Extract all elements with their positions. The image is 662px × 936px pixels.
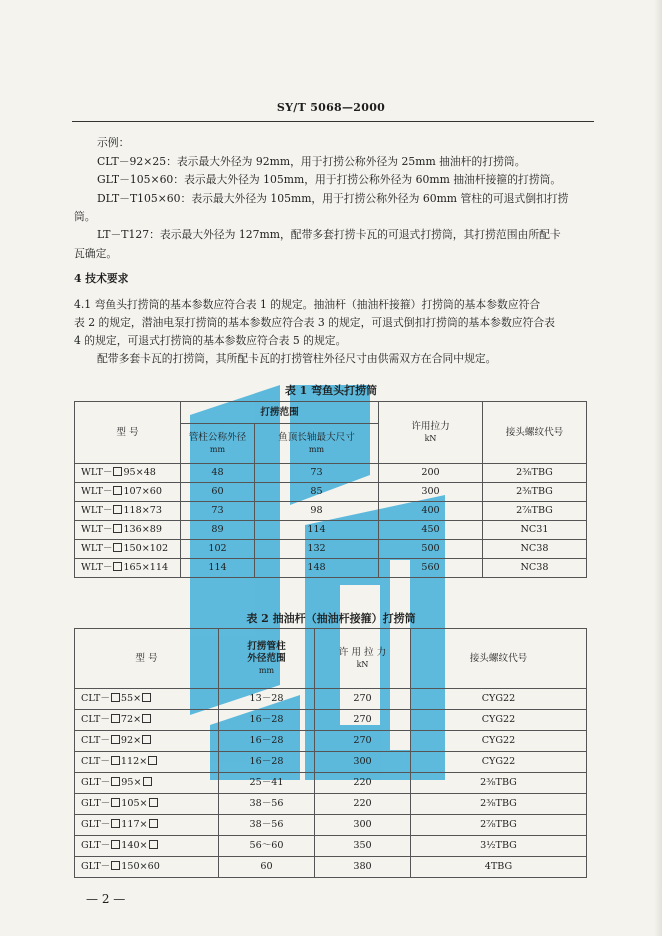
tube-cell: 48 [181,464,255,483]
table1-header-tube-od [181,424,255,464]
model-prefix: GLT－ [81,861,111,872]
load-cell: 450 [379,521,483,540]
table-row [75,836,587,857]
table1-body [75,464,587,578]
table2-header-range [219,629,315,689]
page-number: — 2 — [86,892,126,906]
model-cell [75,752,219,773]
table2-header-range-l1: 打捞管柱 [247,640,286,652]
load-cell: 220 [315,773,411,794]
body-paragraph-line: 4.1 弯鱼头打捞筒的基本参数应符合表 1 的规定。抽油杆（抽油杆接箍）打捞筒的基本参数应符合 [74,298,541,311]
model-suffix: 150×60 [121,861,160,872]
blank-box-icon [142,735,151,744]
example-line: CLT－92×25：表示最大外径为 92mm，用于打捞公称外径为 25mm 抽油杆的打捞筒。 [97,155,526,168]
thread-cell: 2⅞TBG [483,502,587,521]
model-prefix: GLT－ [81,798,111,809]
table-row [75,857,587,878]
table1-header-load [379,402,483,464]
blank-box-icon [142,714,151,723]
fish-cell: 148 [255,559,379,578]
model-suffix: 95×48 [123,467,156,478]
load-cell: 200 [379,464,483,483]
range-cell: 16－28 [219,752,315,773]
table-row [75,710,587,731]
table2-header-load-unit: kN [356,659,369,669]
model-prefix: CLT－ [81,756,110,767]
range-cell: 38－56 [219,794,315,815]
body-paragraph-line: 配带多套卡瓦的打捞筒，其所配卡瓦的打捞管柱外径尺寸由供需双方在合同中规定。 [97,352,497,365]
section-heading: 4 技术要求 [74,272,129,285]
model-suffix: 165×114 [123,562,169,573]
example-line: 筒。 [74,210,96,223]
standard-code: SY/T 5068—2000 [276,101,386,114]
blank-box-icon [113,505,122,514]
table-row [75,559,587,578]
model-cell [75,731,219,752]
model-suffix: 150×102 [123,543,169,554]
model-prefix: WLT－ [81,467,113,478]
model-prefix: CLT－ [81,693,110,704]
table-row [75,773,587,794]
range-cell: 13－28 [219,689,315,710]
blank-box-icon [111,777,120,786]
fish-cell: 85 [255,483,379,502]
thread-cell: CYG22 [411,752,587,773]
load-cell: 220 [315,794,411,815]
model-cell [75,521,181,540]
range-cell: 25－41 [219,773,315,794]
range-cell: 56～60 [219,836,315,857]
model-cell [75,773,219,794]
example-line: 瓦确定。 [74,247,118,260]
example-line: LT－T127：表示最大外径为 127mm，配带多套打捞卡瓦的可退式打捞筒，其打捞范围由所配卡 [97,228,561,241]
model-cell [75,689,219,710]
table-row [75,752,587,773]
blank-box-icon [113,543,122,552]
thread-cell: 4TBG [411,857,587,878]
table-row [75,731,587,752]
tube-cell: 60 [181,483,255,502]
model-prefix: WLT－ [81,486,113,497]
model-prefix: WLT－ [81,543,113,554]
load-cell: 300 [315,815,411,836]
example-line: GLT－105×60：表示最大外径为 105mm，用于打捞公称外径为 60mm 抽油杆接箍的打捞筒。 [97,173,562,186]
blank-box-icon [142,693,151,702]
thread-cell: 3½TBG [411,836,587,857]
table1-title: 表 1 弯鱼头打捞筒 [284,384,378,397]
tube-cell: 89 [181,521,255,540]
body-paragraph-line: 表 2 的规定，潜油电泵打捞筒的基本参数应符合表 3 的规定，可退式倒扣打捞筒的基本参数应符合表 [74,316,555,329]
model-suffix: 105× [121,798,148,809]
tube-cell: 102 [181,540,255,559]
blank-box-icon [143,777,152,786]
table1-header-fish-od-label: 鱼顶长轴最大尺寸 [278,431,355,443]
table2-header-thread: 接头螺纹代号 [411,629,587,689]
table1-header-fish-od-unit: mm [308,444,325,454]
range-cell: 16－28 [219,710,315,731]
model-prefix: GLT－ [81,840,111,851]
table2-header-load [315,629,411,689]
page-edge-shadow [654,0,662,936]
range-cell: 60 [219,857,315,878]
table1-header-tube-od-label: 管柱公称外径 [188,431,247,443]
header-rule [72,121,594,122]
table2-header-range-l2: 外径范围 [247,652,286,664]
table2-header-load-label: 许 用 拉 力 [338,646,387,658]
table-row [75,689,587,710]
table-row [75,794,587,815]
blank-box-icon [113,524,122,533]
blank-box-icon [113,486,122,495]
model-cell [75,794,219,815]
table-row [75,815,587,836]
load-cell: 270 [315,689,411,710]
model-prefix: CLT－ [81,735,110,746]
thread-cell: CYG22 [411,731,587,752]
thread-cell: 2⅜TBG [483,483,587,502]
range-cell: 16－28 [219,731,315,752]
table1-header-thread: 接头螺纹代号 [483,402,587,464]
model-prefix: GLT－ [81,777,111,788]
model-cell [75,710,219,731]
table1-header-range: 打捞范围 [181,402,379,424]
model-prefix: WLT－ [81,562,113,573]
blank-box-icon [111,714,120,723]
thread-cell: CYG22 [411,689,587,710]
model-cell [75,483,181,502]
fish-cell: 114 [255,521,379,540]
table1 [74,401,587,578]
blank-box-icon [111,819,120,828]
model-prefix: WLT－ [81,524,113,535]
blank-box-icon [149,840,158,849]
blank-box-icon [111,798,120,807]
blank-box-icon [113,467,122,476]
blank-box-icon [111,840,120,849]
load-cell: 350 [315,836,411,857]
model-suffix: 136×89 [123,524,163,535]
thread-cell: 2⅞TBG [411,815,587,836]
model-suffix: 72× [120,714,142,725]
load-cell: 560 [379,559,483,578]
model-cell [75,815,219,836]
model-suffix: 55× [120,693,142,704]
blank-box-icon [111,735,120,744]
model-suffix: 112× [120,756,148,767]
example-line: DLT－T105×60：表示最大外径为 105mm，用于打捞公称外径为 60mm 管柱的可退式倒扣打捞 [97,192,569,205]
body-paragraph-line: 4 的规定，可退式打捞筒的基本参数应符合表 5 的规定。 [74,334,347,347]
model-suffix: 140× [121,840,148,851]
load-cell: 500 [379,540,483,559]
model-cell [75,464,181,483]
table2 [74,628,587,878]
model-cell [75,857,219,878]
load-cell: 270 [315,731,411,752]
fish-cell: 132 [255,540,379,559]
model-suffix: 107×60 [123,486,163,497]
model-cell [75,540,181,559]
examples-title: 示例： [97,136,130,149]
fish-cell: 98 [255,502,379,521]
load-cell: 300 [379,483,483,502]
thread-cell: 2⅜TBG [411,794,587,815]
table-row [75,483,587,502]
thread-cell: CYG22 [411,710,587,731]
thread-cell: NC31 [483,521,587,540]
table-row [75,502,587,521]
table1-header-model: 型 号 [75,402,181,464]
table-row [75,540,587,559]
blank-box-icon [113,562,122,571]
table1-header-load-label: 许用拉力 [411,420,450,432]
blank-box-icon [111,693,120,702]
table2-title: 表 2 抽油杆（抽油杆接箍）打捞筒 [246,612,416,625]
model-prefix: GLT－ [81,819,111,830]
model-prefix: WLT－ [81,505,113,516]
table2-header-range-unit: mm [258,665,275,675]
model-suffix: 118×73 [123,505,163,516]
blank-box-icon [149,819,158,828]
table2-body [75,689,587,878]
blank-box-icon [148,756,157,765]
model-suffix: 92× [120,735,142,746]
table-row [75,521,587,540]
table1-header-fish-od [255,424,379,464]
model-cell [75,836,219,857]
load-cell: 300 [315,752,411,773]
thread-cell: 2⅜TBG [411,773,587,794]
blank-box-icon [149,798,158,807]
load-cell: 400 [379,502,483,521]
model-suffix: 117× [121,819,148,830]
table2-header-model: 型 号 [75,629,219,689]
range-cell: 38－56 [219,815,315,836]
tube-cell: 73 [181,502,255,521]
blank-box-icon [111,756,120,765]
model-suffix: 95× [121,777,142,788]
model-prefix: CLT－ [81,714,110,725]
table1-header-load-unit: kN [424,433,437,443]
thread-cell: NC38 [483,540,587,559]
model-cell [75,502,181,521]
thread-cell: 2⅜TBG [483,464,587,483]
blank-box-icon [111,861,120,870]
tube-cell: 114 [181,559,255,578]
model-cell [75,559,181,578]
load-cell: 380 [315,857,411,878]
fish-cell: 73 [255,464,379,483]
thread-cell: NC38 [483,559,587,578]
load-cell: 270 [315,710,411,731]
table-row [75,464,587,483]
table1-header-tube-od-unit: mm [209,444,226,454]
